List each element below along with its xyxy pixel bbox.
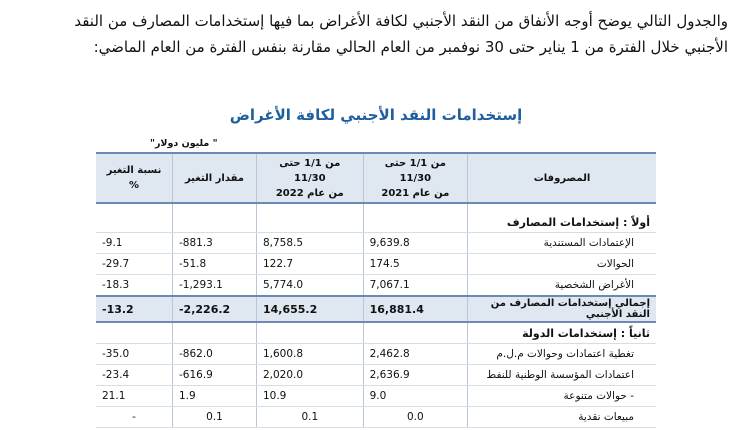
- table-row: [96, 365, 656, 386]
- value-2021: 2,636.9: [363, 365, 467, 386]
- table-row: [96, 344, 656, 365]
- value-2022: 5,774.0: [256, 275, 363, 297]
- total-row: [96, 296, 656, 322]
- value-pct: -: [96, 407, 172, 428]
- row-label: - حوالات متنوعة: [468, 386, 656, 407]
- total-pct: -13.2: [96, 296, 172, 322]
- value-pct: 21.1: [96, 386, 172, 407]
- value-2021: 9,639.8: [363, 233, 467, 254]
- header-change: مقدار التغير: [172, 153, 256, 203]
- table-row: [96, 254, 656, 275]
- table-row: [96, 407, 656, 428]
- unit-note: " مليون دولار": [150, 138, 218, 149]
- value-2021: 174.5: [363, 254, 467, 275]
- header-2021: [363, 153, 467, 203]
- value-2021: 0.0: [363, 407, 467, 428]
- value-2022: 1,600.8: [256, 344, 363, 365]
- header-2021-line-1: من 1/1 حتى 11/30: [384, 157, 446, 184]
- value-change: -1,293.1: [172, 275, 256, 297]
- value-2022: 122.7: [256, 254, 363, 275]
- value-2021: 2,462.8: [363, 344, 467, 365]
- table-title: إستخدامات النقد الأجنبي لكافة الأغراض: [229, 106, 523, 124]
- table-row: [96, 386, 656, 407]
- value-2021: 9.0: [363, 386, 467, 407]
- section-banks: [96, 212, 656, 233]
- value-2022: 10.9: [256, 386, 363, 407]
- total-label: إجمالي إستخدامات المصارف من النقد الأجنبي: [468, 296, 656, 322]
- header-expenses: المصروفات: [468, 153, 656, 203]
- header-2022-line-1: من 1/1 حتى 11/30: [279, 157, 341, 184]
- value-2022: 0.1: [256, 407, 363, 428]
- section-state: [96, 322, 656, 344]
- value-pct: -29.7: [96, 254, 172, 275]
- spacer-row: [96, 203, 656, 212]
- value-2022: 2,020.0: [256, 365, 363, 386]
- value-pct: -23.4: [96, 365, 172, 386]
- header-pct-line-1: نسبة التغير: [106, 165, 162, 176]
- value-2021: 7,067.1: [363, 275, 467, 297]
- value-change: 0.1: [172, 407, 256, 428]
- value-pct: -35.0: [96, 344, 172, 365]
- table-header-row: [96, 153, 656, 203]
- value-change: -862.0: [172, 344, 256, 365]
- intro-line-1: والجدول التالي يوضح أوجه الأنفاق من النقد الأجنبي لكافة الأغراض بما فيها إستخدامات المصارف من النقد: [74, 12, 728, 30]
- row-label: الإعتمادات المستندية: [468, 233, 656, 254]
- intro-line-2: الأجنبي خلال الفترة من 1 يناير حتى 30 نوفمبر من العام الحالي مقارنة بنفس الفترة من العام الماضي:: [93, 38, 728, 56]
- table-row: [96, 275, 656, 297]
- section-title: أولاً : إستخدامات المصارف: [468, 212, 656, 233]
- value-2022: 8,758.5: [256, 233, 363, 254]
- section-title: ثانياً : إستخدامات الدولة: [468, 322, 656, 344]
- header-pct-line-2: %: [128, 180, 139, 191]
- row-label: مبيعات نقدية: [468, 407, 656, 428]
- table-row: [96, 233, 656, 254]
- value-change: -881.3: [172, 233, 256, 254]
- total-change: -2,226.2: [172, 296, 256, 322]
- foreign-currency-usage-table: [96, 152, 656, 428]
- header-2022-line-2: من عام 2022: [275, 187, 344, 199]
- intro-paragraph: [8, 8, 728, 60]
- total-2021: 16,881.4: [363, 296, 467, 322]
- header-2022: [256, 153, 363, 203]
- value-change: 1.9: [172, 386, 256, 407]
- row-label: الأغراض الشخصية: [468, 275, 656, 297]
- row-label: اعتمادات المؤسسة الوطنية للنفط: [468, 365, 656, 386]
- row-label: تغطية اعتمادات وحوالات م.ل.م: [468, 344, 656, 365]
- value-change: -616.9: [172, 365, 256, 386]
- value-pct: -18.3: [96, 275, 172, 297]
- header-pct: [96, 153, 172, 203]
- row-label: الحوالات: [468, 254, 656, 275]
- value-pct: -9.1: [96, 233, 172, 254]
- value-change: -51.8: [172, 254, 256, 275]
- total-2022: 14,655.2: [256, 296, 363, 322]
- header-2021-line-2: من عام 2021: [381, 187, 450, 199]
